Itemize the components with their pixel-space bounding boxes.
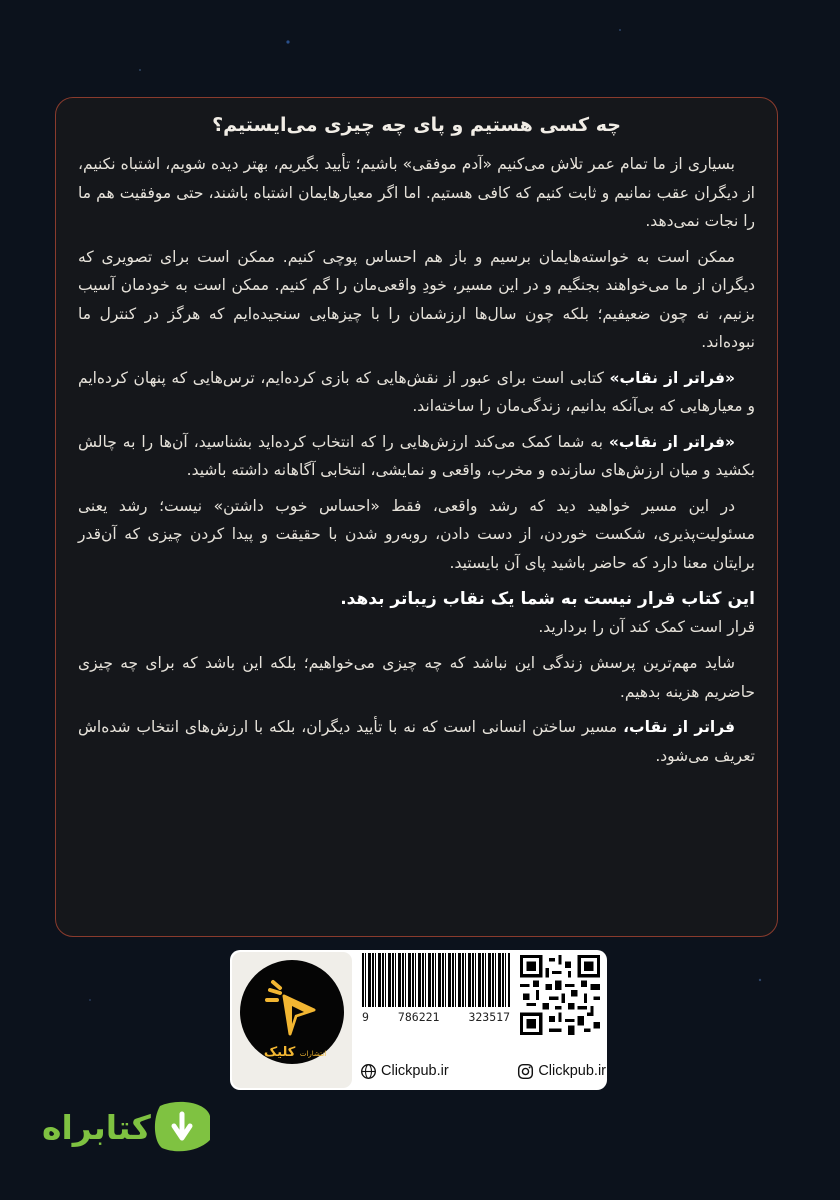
blurb-title: چه کسی هستیم و پای چه چیزی می‌ایستیم؟	[212, 114, 621, 136]
blurb-paragraph-3	[78, 364, 755, 421]
ketabrah-wordmark: کتابراه	[42, 1108, 151, 1147]
isbn-group-2: 323517	[468, 1010, 510, 1024]
blurb-paragraph-5: در این مسیر خواهید دید که رشد واقعی، فقط «احساس خوب داشتن» نیست؛ رشد یعنی مسئولیت‌پذیری، شکست خوردن، از دست دادن، روبه‌رو شدن با حقیقت و پیدا کردن چیزی که آن‌قدر برایتان معنا دارد که حاضر باشید پای آن بایستید.	[78, 496, 755, 572]
blurb-paragraph-7-text: مسیر ساختن انسانی است که نه با تأیید دیگران، بلکه با ارزش‌های انتخاب شده‌اش تعریف می‌شود.	[78, 718, 755, 765]
blurb-paragraph-1: بسیاری از ما تمام عمر تلاش می‌کنیم «آدم موفقی» باشیم؛ تأیید بگیریم، بهتر دیده شویم، اشتباه نکنیم، از دیگران عقب نمانیم و ثابت کنیم که کافی هستیم. اما اگر معیارهایمان اشتباه باشند، حتی موفقیت هم ما را نجات نمی‌دهد.	[78, 155, 755, 230]
blurb-paragraph-4-text: به شما کمک می‌کند ارزش‌هایی را که انتخاب کرده‌اید بشناسید، آن‌ها را به چالش بکشید و میان ارزش‌های سازنده و مخرب، واقعی و نمایشی، انتخابی آگاهانه داشته باشید.	[78, 432, 755, 479]
publisher-label: انتشارات	[299, 1050, 327, 1058]
highlight-line: این کتاب قرار نیست به شما یک نقاب زیباتر بدهد.	[340, 589, 755, 609]
highlight-subline: قرار است کمک کند آن را بردارید.	[538, 618, 755, 636]
publisher-wordmark	[255, 1046, 335, 1061]
isbn-number	[362, 1010, 510, 1028]
ketabrah-logo	[38, 1092, 218, 1158]
blurb-panel	[55, 97, 778, 937]
isbn-prefix: 9	[362, 1010, 369, 1024]
instagram-link[interactable]	[517, 1063, 606, 1080]
website-link[interactable]	[360, 1063, 449, 1080]
book-title-mention: «فراتر از نقاب»	[608, 432, 736, 451]
ketabrah-brand	[38, 1092, 218, 1158]
website-label: Clickpub.ir	[381, 1063, 449, 1079]
blurb-paragraph-6: شاید مهم‌ترین پرسش زندگی این نباشد که چه چیزی می‌خواهیم؛ بلکه این باشد که برای چه چیزی حاضریم هزینه بدهیم.	[78, 654, 755, 701]
qr-code	[520, 955, 600, 1035]
blurb-paragraph-3-text: کتابی است برای عبور از نقش‌هایی که بازی کرده‌ایم، ترس‌هایی که پنهان کرده‌ایم و معیارهایی که بی‌آنکه بدانیم، زندگی‌مان را ساخته‌اند.	[78, 368, 755, 415]
book-title-mention: «فراتر از نقاب»	[609, 368, 735, 387]
publisher-name: کلیک	[263, 1045, 296, 1060]
instagram-icon	[517, 1063, 534, 1080]
isbn-barcode	[362, 953, 510, 1007]
blurb-paragraph-2: ممکن است به خواسته‌هایمان برسیم و باز هم احساس پوچی کنیم. ممکن است برای تصویری که دیگران از ما می‌خواهند بجنگیم و در این مسیر، خودِ واقعی‌مان را گم کنیم. ممکن است به خودمان آسیب بزنیم، نه چون ضعیفیم؛ بلکه چون سال‌ها ارزشمان را با چیزهایی سنجیده‌ایم که هرگز در کنترل ما نبوده‌اند.	[78, 247, 755, 351]
isbn-group-1: 786221	[397, 1010, 440, 1024]
instagram-label: Clickpub.ir	[538, 1063, 606, 1079]
blurb-paragraph-4	[78, 428, 755, 485]
book-title-mention: فراتر از نقاب،	[623, 718, 735, 736]
globe-icon	[360, 1063, 377, 1080]
blurb-paragraph-7	[78, 713, 755, 770]
publisher-links	[360, 1058, 606, 1084]
